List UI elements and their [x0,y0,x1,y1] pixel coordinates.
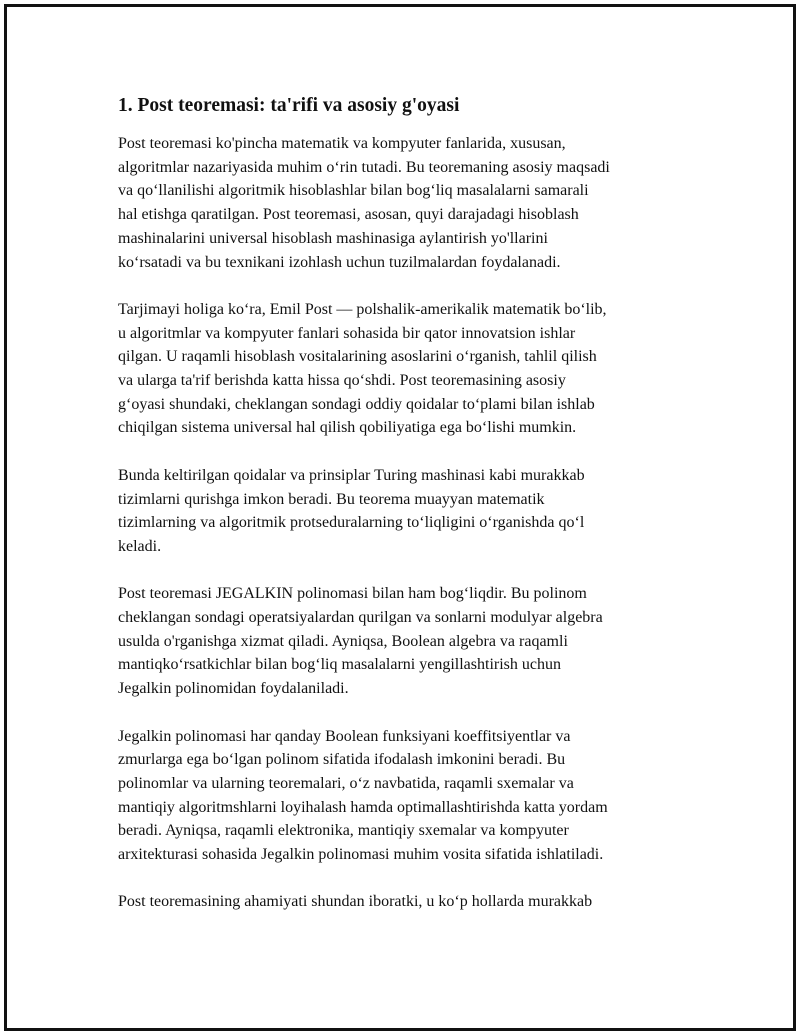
text-line: mantiqko‘rsatkichlar bilan bog‘liq masalalarni yengillashtirish uchun [118,656,561,674]
text-line: Jegalkin polinomidan foydalaniladi. [118,680,349,698]
text-line: Post teoremasi JEGALKIN polinomasi bilan ham bog‘liqdir. Bu polinom [118,585,587,603]
text-line: hal etishga qaratilgan. Post teoremasi, asosan, quyi darajadagi hisoblash [118,206,579,224]
text-line: qilgan. U raqamli hisoblash vositalarining asoslarini o‘rganish, tahlil qilish [118,348,597,366]
text-line: tizimlarning va algoritmik protseduralarning to‘liqligini o‘rganishda qo‘l [118,514,585,532]
text-line: algoritmlar nazariyasida muhim o‘rin tutadi. Bu teoremaning asosiy maqsadi [118,158,610,176]
text-line: ko‘rsatadi va bu texnikani izohlash uchun tuzilmalardan foydalanadi. [118,253,561,271]
text-line: va qo‘llanilishi algoritmik hisoblashlar bilan bog‘liq masalalarni samarali [118,182,589,200]
text-line: cheklangan sondagi operatsiyalardan qurilgan va sonlarni modulyar algebra [118,609,603,627]
text-line: mashinalarini universal hisoblash mashinasiga aylantirish yo'llarini [118,229,548,247]
paragraph [118,725,688,867]
document-body [118,94,688,938]
paragraph [118,582,688,701]
text-line: Jegalkin polinomasi har qanday Boolean funksiyani koeffitsiyentlar va [118,727,571,745]
paragraph-list [118,132,688,914]
section-title: 1. Post teoremasi: ta'rifi va asosiy g'oyasi [118,95,460,116]
text-line: Tarjimayi holiga ko‘ra, Emil Post — polshalik-amerikalik matematik bo‘lib, [118,300,607,318]
text-line: arxitekturasi sohasida Jegalkin polinomasi muhim vosita sifatida ishlatiladi. [118,846,604,864]
text-line: zmurlarga ega bo‘lgan polinom sifatida ifodalash imkonini beradi. Bu [118,751,566,769]
text-line: Bunda keltirilgan qoidalar va prinsiplar Turing mashinasi kabi murakkab [118,466,585,484]
text-line: beradi. Ayniqsa, raqamli elektronika, mantiqiy sxemalar va kompyuter [118,822,569,840]
text-line: keladi. [118,537,162,555]
paragraph [118,464,688,559]
paragraph [118,298,688,440]
paragraph [118,132,688,274]
text-line: Post teoremasi ko'pincha matematik va kompyuter fanlarida, xususan, [118,135,566,152]
text-line: g‘oyasi shundaki, cheklangan sondagi oddiy qoidalar to‘plami bilan ishlab [118,395,595,413]
text-line: Post teoremasining ahamiyati shundan iboratki, u ko‘p hollarda murakkab [118,893,593,911]
text-line: polinomlar va ularning teoremalari, o‘z navbatida, raqamli sxemalar va [118,774,574,792]
text-line: tizimlarni qurishga imkon beradi. Bu teorema muayyan matematik [118,490,545,508]
paragraph [118,890,688,914]
text-line: usulda o'rganishga xizmat qiladi. Ayniqsa, Boolean algebra va raqamli [118,632,568,650]
text-line: u algoritmlar va kompyuter fanlari sohasida bir qator innovatsion ishlar [118,324,576,342]
text-line: mantiqiy algoritmshlarni loyihalash hamda optimallashtirishda katta yordam [118,798,608,816]
text-line: va ularga ta'rif berishda katta hissa qo‘shdi. Post teoremasining asosiy [118,372,566,390]
text-line: chiqilgan sistema universal hal qilish qobiliyatiga ega bo‘lishi mumkin. [118,419,577,437]
